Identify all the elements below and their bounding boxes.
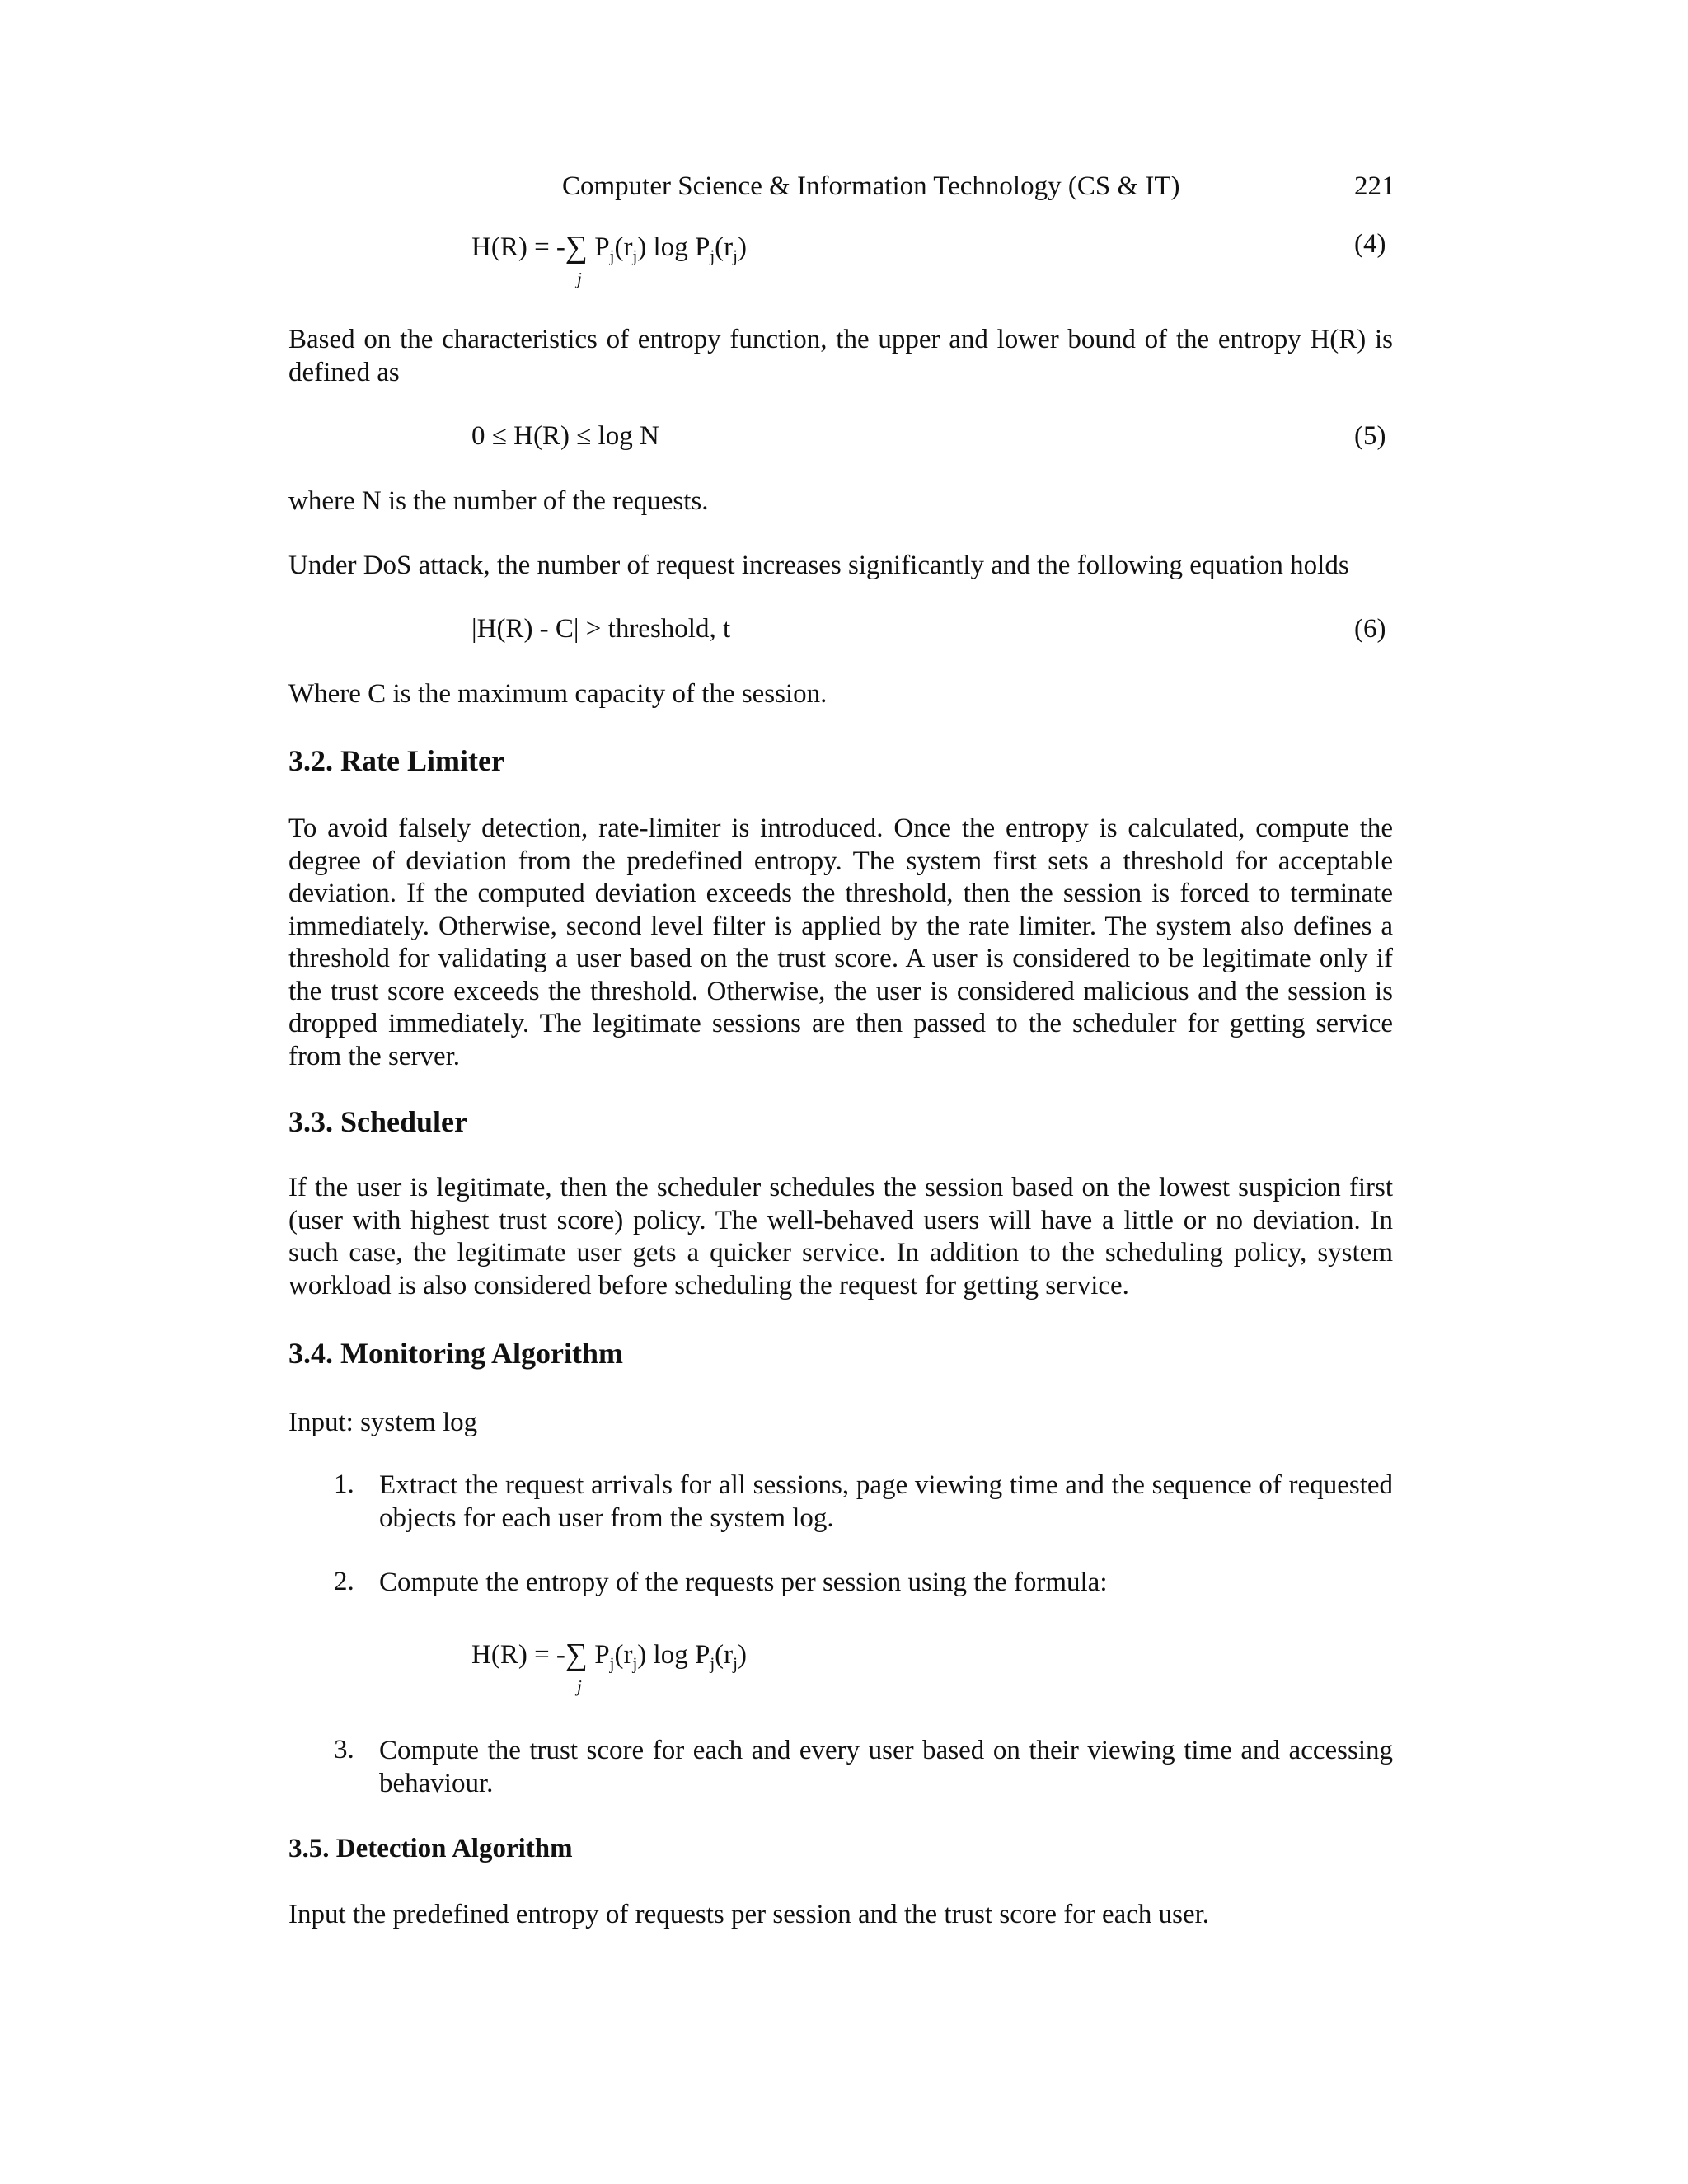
equation-lhs: H(R) = - [471,232,565,262]
equation-number-4: (4) [1354,229,1386,259]
sum-index: j [577,269,582,288]
equation-4 [471,227,747,264]
equation-number-6: (6) [1354,614,1386,644]
equation-number-5: (5) [1354,421,1386,451]
section-heading-rate-limiter: 3.2. Rate Limiter [288,744,504,777]
paragraph-detection: Input the predefined entropy of requests per session and the trust score for each user. [288,1900,1210,1929]
section-heading-monitoring: 3.4. Monitoring Algorithm [288,1337,623,1370]
section-heading-detection: 3.5. Detection Algorithm [288,1834,573,1863]
paragraph-entropy-bound: Based on the characteristics of entropy function, the upper and lower bound of the entropy H(R) is defined as [288,325,1393,387]
section-heading-scheduler: 3.3. Scheduler [288,1105,468,1138]
sum-index: j [577,1676,582,1696]
paragraph-rate-limiter: To avoid falsely detection, rate-limiter is introduced. Once the entropy is calculated, compute the degree of deviation from the predefined entropy. The system first sets a threshold for acceptable deviation. If the computed deviation exceeds the threshold, then the session is forced to terminate immediately. Otherwise, second level filter is applied by the rate limiter. The system also defines a threshold for validating a user based on the trust score. A user is considered to be legitimate only if the trust score exceeds the threshold. Otherwise, the user is considered malicious and the session is dropped immediately. The legitimate sessions are then passed to the scheduler for getting service from the server. [288,813,1393,1071]
sigma-symbol: ∑ [565,1638,588,1672]
paragraph-scheduler: If the user is legitimate, then the scheduler schedules the session based on the lowest suspicion first (user with highest trust score) policy. The well-behaved users will have a little or no deviation. In such case, the legitimate user gets a quicker service. In addition to the scheduling policy, system workload is also considered before scheduling the request for getting service. [288,1173,1393,1301]
list-item: Compute the entropy of the requests per session using the formula: [379,1568,1108,1597]
sigma-symbol: ∑ [565,230,588,265]
equation-term: $P_j(r_j)$ $\log P_j(r_j)$ [594,1640,747,1674]
paragraph-where-n: where N is the number of the requests. [288,486,709,516]
monitoring-input: Input: system log [288,1408,478,1437]
list-item: Compute the trust score for each and every user based on their viewing time and accessing behaviour. [379,1736,1393,1798]
paragraph-dos-attack: Under DoS attack, the number of request increases significantly and the following equation holds [288,551,1349,580]
list-item: Extract the request arrivals for all sessions, page viewing time and the sequence of requested objects for each user from the system log. [379,1470,1393,1533]
equation-term: $P_j(r_j)$ $\log P_j(r_j)$ [594,232,747,266]
list-number: 2. [334,1567,354,1596]
journal-header: Computer Science & Information Technology (CS & IT) [562,171,1180,201]
equation-entropy-repeat: H(R) = -∑ $P_j(r_j)$ $\log P_j(r_j)$ [471,1638,747,1674]
list-number: 1. [334,1469,354,1499]
equation-6: |H(R) - C| > threshold, t [471,614,731,644]
equation-5: 0 ≤ H(R) ≤ log N [471,421,659,451]
page-number: 221 [1354,171,1395,201]
list-number: 3. [334,1735,354,1765]
paragraph-where-c: Where C is the maximum capacity of the session. [288,679,828,709]
